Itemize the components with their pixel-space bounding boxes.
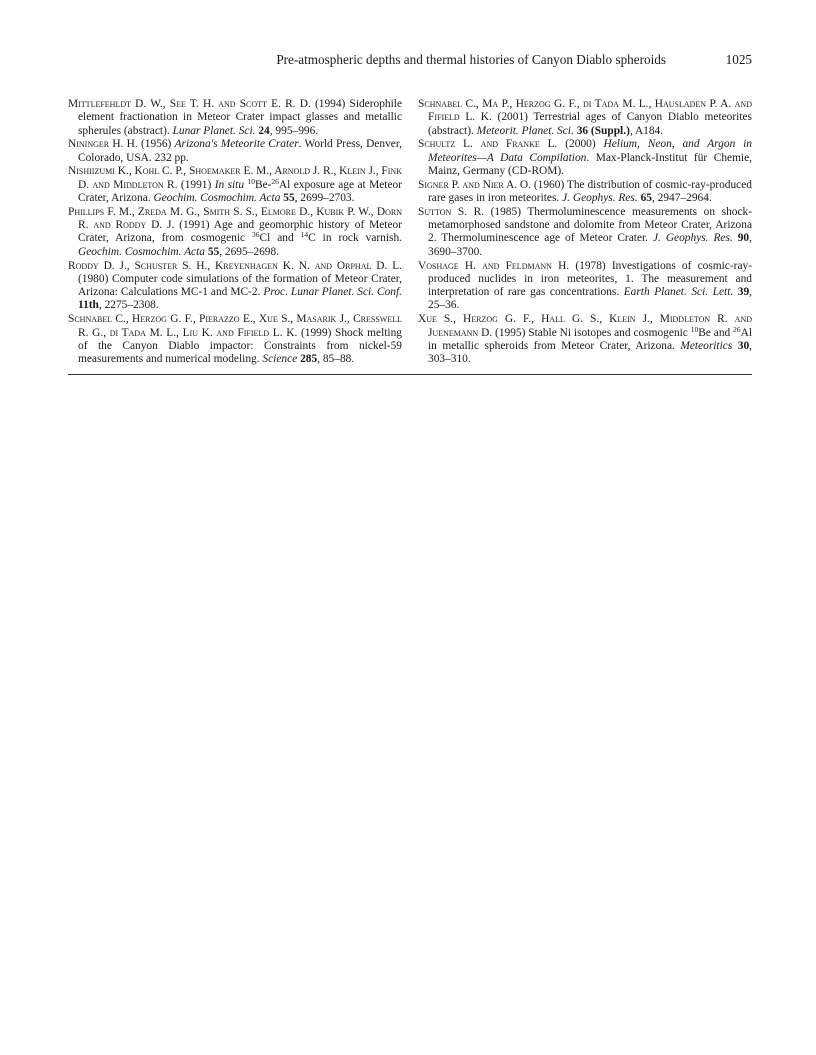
isotope-superscript: 26: [271, 176, 279, 186]
ref-year: (2000): [557, 138, 604, 151]
section-rule: [68, 374, 752, 375]
ref-authors: Voshage H. and Feldmann H.: [418, 259, 570, 272]
ref-year: (1991): [177, 178, 215, 191]
ref-text: (1994) Siderophile element fractionation in Meteor Crater impact glasses and metallic spherules (abstract).: [78, 98, 403, 137]
ref-journal: Lunar Planet. Sci.: [172, 124, 256, 137]
ref-volume: 55: [207, 245, 220, 258]
ref-text: (1978) Investigations of cosmic-ray-produced nuclides in iron meteorites, 1. The measurement and interpretation of rare gas concentrations.: [428, 259, 752, 299]
reference-entry: [68, 98, 402, 138]
ref-italic-phrase: In situ: [214, 178, 245, 191]
ref-text: (1999) Shock melting of the Canyon Diablo impactor: Constraints from nickel-59 measurements and numerical modeling.: [78, 326, 402, 366]
ref-volume: 39: [737, 286, 750, 299]
ref-pages: , 2699–2703.: [294, 192, 355, 205]
ref-journal: J. Geophys. Res.: [562, 192, 638, 205]
reference-entry: Schultz L. and Franke L. (2000) Helium, Neon, and Argon in Meteorites—A Data Compilation. Max-Planck-Institut für Chemie, Mainz, Germany (CD-ROM).: [418, 138, 752, 177]
ref-text: (1991) Age and geomorphic history of Meteor Crater, Arizona, from cosmogenic: [78, 219, 403, 245]
ref-journal: Meteoritics: [680, 339, 733, 352]
ref-pages: , 2695–2698.: [219, 245, 280, 258]
reference-entry: [418, 98, 752, 138]
page-number: 1025: [725, 52, 752, 67]
ref-year: (1956): [137, 138, 175, 151]
ref-journal: Meteorit. Planet. Sci.: [476, 124, 574, 137]
ref-authors: Xue S., Herzog G. F., Hall G. S., Klein J., Middleton R. and Juenemann D.: [418, 313, 752, 339]
ref-volume: 24: [258, 124, 270, 137]
ref-authors: Nishiizumi K., Kohl C. P., Shoemaker E. M., Arnold J. R., Klein J., Fink D. and Middleton R.: [68, 165, 402, 191]
ref-pages: , 2275–2308.: [98, 299, 159, 312]
ref-pages: , 995–996.: [269, 124, 319, 137]
ref-authors: Schnabel C., Ma P., Herzog G. F., di Tada M. L., Hausladen P. A. and Fifield L. K.: [418, 98, 752, 124]
ref-medium: CD-ROM: [511, 164, 558, 177]
ref-authors: Mittlefehldt D. W., See T. H. and Scott E. R. D.: [68, 98, 311, 110]
isotope-superscript: 10: [690, 324, 699, 334]
ref-journal: Science: [262, 353, 298, 366]
ref-publisher: . World Press, Denver, Colorado, USA. 232 pp.: [78, 138, 402, 164]
ref-book-title: Helium, Neon, and Argon in Meteorites—A Data Compilation: [428, 138, 752, 164]
running-title: Pre-atmospheric depths and thermal histories of Canyon Diablo spheroids: [276, 52, 666, 67]
ref-authors: Phillips F. M., Zreda M. G., Smith S. S., Elmore D., Kubik P. W., Dorn R. and Roddy D. J.: [68, 205, 402, 232]
ref-authors: Sutton S. R.: [418, 205, 485, 218]
reference-entry: Nishiizumi K., Kohl C. P., Shoemaker E. M., Arnold J. R., Klein J., Fink D. and Middleton R. (1991) In situ $^{10}$Be-$^{26}$Al exposure age at Meteor Crater, Arizona. Geochim. Cosmochim. Acta 55, 2699–2703.: [68, 165, 402, 205]
ref-journal: Proc. Lunar Planet. Sci. Conf.: [263, 286, 402, 299]
ref-text: (1960) The distribution of cosmic-ray-produced rare gases in iron meteorites.: [428, 178, 752, 205]
ref-pages: , 25–36.: [428, 286, 753, 312]
reference-entry: [68, 260, 402, 313]
ref-authors: Schultz L. and Franke L.: [418, 138, 558, 151]
isotope-superscript: 14: [300, 230, 309, 240]
ref-volume: 90: [737, 232, 750, 245]
ref-pages: , 3690–3700.: [428, 232, 752, 258]
references-left-column: [68, 98, 402, 367]
running-head: [68, 52, 752, 70]
ref-authors: Signer P. and Nier A. O.: [418, 178, 531, 191]
ref-volume: 30: [737, 339, 750, 352]
ref-text: (2001) Terrestrial ages of Canyon Diablo meteorites (abstract).: [428, 111, 752, 137]
ref-text: (1985) Thermoluminescence measurements on shock-metamorphosed sandstone and dolomite from Meteor Crater, Arizona 2. Thermoluminescence age of Meteor Crater.: [428, 205, 753, 245]
reference-entry: Xue S., Herzog G. F., Hall G. S., Klein J., Middleton R. and Juenemann D. (1995) Stable Ni isotopes and cosmogenic $^{10}$Be and $^{26}$Al in metallic spheroids from Meteor Crater, Arizona. Meteoritics 30, 303–310.: [418, 313, 752, 366]
ref-volume: 65: [640, 192, 652, 205]
ref-volume: 285: [300, 353, 318, 366]
ref-book-title: Arizona's Meteorite Crater: [174, 138, 299, 151]
ref-journal: Earth Planet. Sci. Lett.: [623, 286, 734, 299]
ref-pages: , 2947–2964.: [651, 192, 712, 205]
ref-authors: Nininger H. H.: [68, 138, 138, 151]
isotope-superscript: 10: [247, 176, 255, 186]
reference-entry: [68, 313, 402, 366]
isotope-superscript: 26: [733, 324, 741, 334]
ref-pages: , 303–310.: [428, 339, 752, 366]
ref-authors: Schnabel C., Herzog G. F., Pierazzo E., Xue S., Masarik J., Cresswell R. G., di Tada M. L., Liu K. and Fifield L. K.: [68, 313, 402, 339]
ref-text: (1995) Stable Ni isotopes and cosmogenic: [492, 326, 691, 339]
ref-text: Al exposure age at Meteor Crater, Arizona.: [78, 178, 402, 205]
ref-journal: Geochim. Cosmochim. Acta: [153, 192, 281, 205]
ref-journal: Geochim. Cosmochim. Acta: [78, 245, 205, 258]
ref-volume: 55: [283, 192, 295, 205]
reference-entry: [418, 260, 752, 313]
ref-text: (1980) Computer code simulations of the formation of Meteor Crater, Arizona: Calculations MC-1 and MC-2.: [78, 272, 402, 299]
ref-volume: 36 (Suppl.): [576, 124, 630, 137]
reference-entry: Phillips F. M., Zreda M. G., Smith S. S., Elmore D., Kubik P. W., Dorn R. and Roddy D. J. (1991) Age and geomorphic history of Meteor Crater, Arizona, from cosmogenic $^{36}$Cl and $^{14}$C in rock varnish. Geochim. Cosmochim. Acta 55, 2695–2698.: [68, 205, 403, 258]
ref-publisher: . Max-Planck-Institut für Chemie, Mainz, Germany (: [428, 151, 752, 177]
reference-entry: [68, 138, 402, 165]
isotope-superscript: 36: [252, 230, 260, 240]
ref-journal: J. Geophys. Res.: [652, 232, 733, 245]
references-right-column: [418, 98, 752, 367]
ref-pages: , A184.: [629, 124, 664, 137]
ref-volume: 11th: [78, 299, 99, 312]
ref-text: Al in metallic spheroids from Meteor Crater, Arizona.: [428, 326, 752, 352]
reference-entry: [418, 179, 752, 206]
ref-authors: Roddy D. J., Schuster S. H., Kreyenhagen K. N. and Orphal D. L.: [68, 259, 402, 272]
ref-pages: , 85–88.: [317, 353, 355, 366]
reference-entry: [418, 206, 752, 259]
